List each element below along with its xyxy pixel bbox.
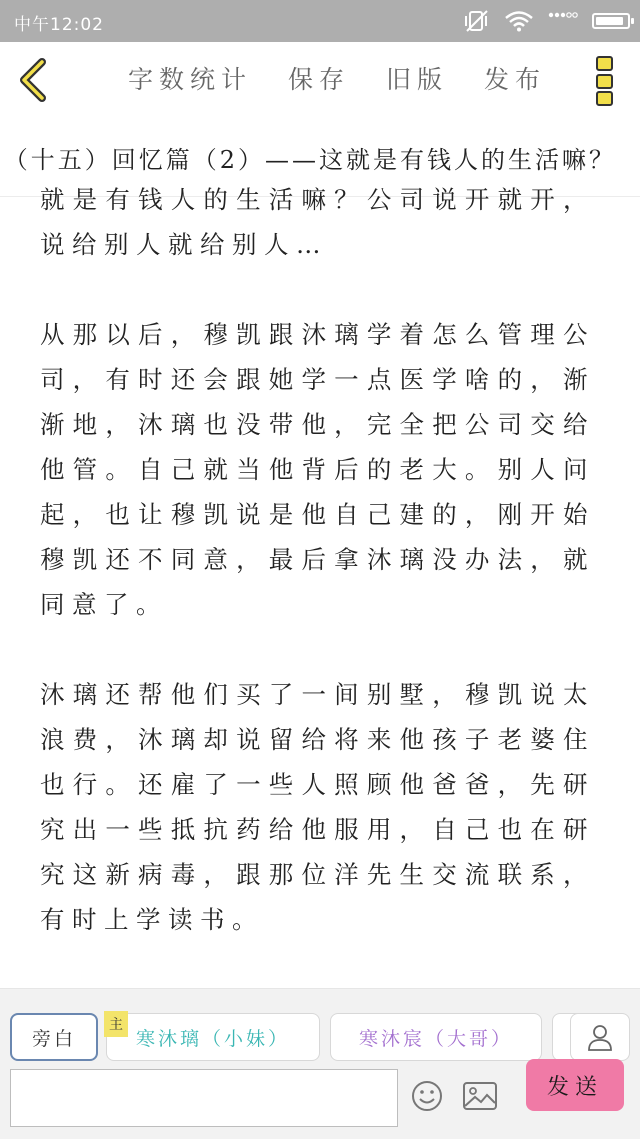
back-button[interactable] <box>12 56 56 104</box>
publish-button[interactable]: 发布 <box>484 65 547 94</box>
add-role-button[interactable] <box>570 1013 630 1061</box>
mute-vibrate-icon <box>464 9 490 33</box>
message-input[interactable] <box>10 1069 398 1127</box>
role-button-second[interactable]: 寒沐宸（大哥） <box>330 1013 542 1061</box>
role-button-main[interactable]: 寒沐璃（小妹） <box>106 1013 320 1061</box>
insert-image-button[interactable] <box>462 1079 498 1113</box>
save-button[interactable]: 保存 <box>288 65 351 94</box>
paragraph: 就是有钱人的生活嘛？公司说开就开，说给别人就给别人… <box>40 185 595 259</box>
signal-icon <box>548 10 578 32</box>
smiley-icon <box>410 1079 444 1113</box>
image-icon <box>462 1079 498 1113</box>
composer-panel <box>0 988 640 1139</box>
word-count-button[interactable]: 字数统计 <box>128 65 253 94</box>
status-bar <box>0 0 640 42</box>
toolbar-actions <box>128 60 546 96</box>
story-content[interactable] <box>0 185 640 987</box>
main-role-badge: 主 <box>104 1011 128 1037</box>
more-vertical-icon <box>596 91 613 106</box>
battery-level <box>596 17 623 25</box>
status-time: 中午12:02 <box>14 15 104 35</box>
story-text <box>40 177 595 1077</box>
role-selector <box>10 1011 632 1063</box>
status-icons <box>464 8 630 34</box>
editor-toolbar <box>0 42 640 119</box>
more-vertical-icon <box>596 74 613 89</box>
paragraph: 沐璃还帮他们买了一间别墅，穆凯说太浪费，沐璃却说留给将来他孩子老婆住也行。还雇了一些人照顾他爸爸，先研究出一些抵抗药给他服用，自己也在研究这新病毒，跟那位洋先生交流联系，有时上学读书。 <box>40 680 595 934</box>
paragraph: 从那以后，穆凯跟沐璃学着怎么管理公司，有时还会跟她学一点医学啥的，渐渐地，沐璃也没带他，完全把公司交给他管。自己就当他背后的老大。别人问起，也让穆凯说是他自己建的，刚开始穆凯还不同意，最后拿沐璃没办法，就同意了。 <box>40 320 595 619</box>
role-narrator-button[interactable]: 旁白 <box>10 1013 98 1061</box>
more-vertical-icon <box>596 56 613 71</box>
old-version-button[interactable]: 旧版 <box>386 65 449 94</box>
emoji-button[interactable] <box>410 1079 444 1113</box>
person-icon <box>585 1022 615 1052</box>
send-button[interactable]: 发送 <box>526 1059 624 1111</box>
chapter-title: （十五）回忆篇（2）——这就是有钱人的生活嘛？ <box>3 146 616 174</box>
more-menu-button[interactable] <box>596 56 616 106</box>
chevron-left-icon <box>12 56 56 104</box>
battery-icon <box>592 13 630 29</box>
wifi-icon <box>504 10 534 32</box>
